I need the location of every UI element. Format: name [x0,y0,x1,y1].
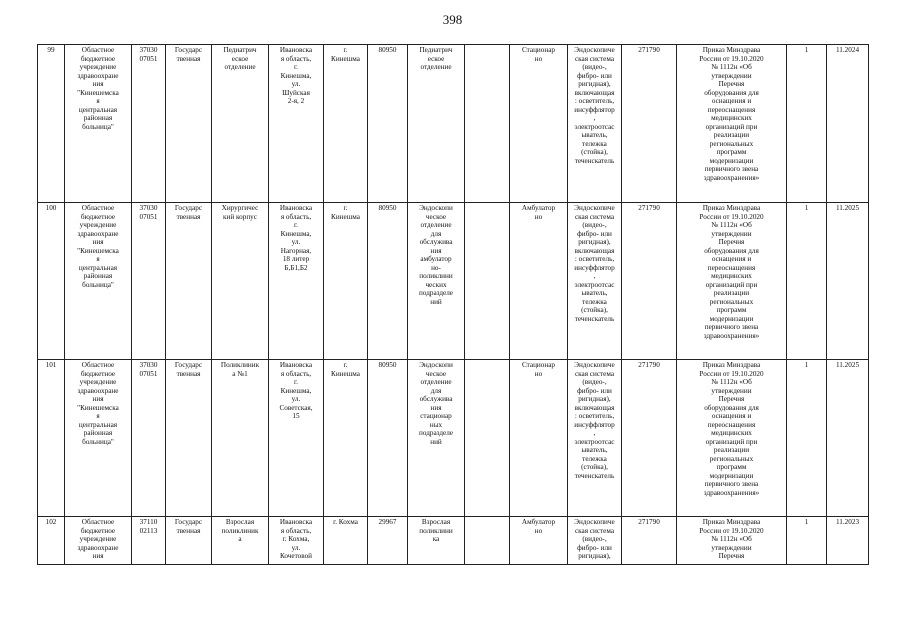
cell-unit: Педиатрич еское отделение [408,45,465,203]
cell-department: Взрослая поликлиник а [212,517,269,565]
cell-oktmo: 80950 [368,360,408,517]
cell-empty [465,203,510,360]
cell-basis: Приказ Минздрава России от 19.10.2020 № 1112н «Об утверждении Перечня [677,517,787,565]
cell-department: Хирургичес кий корпус [212,203,269,360]
cell-oktmo: 80950 [368,45,408,203]
cell-ownership: Государс твенная [166,360,212,517]
cell-city: г. Кинешма [324,45,368,203]
cell-basis: Приказ Минздрава России от 19.10.2020 № 1112н «Об утверждении Перечня оборудования для оснащения и переоснащения медицинских организаций при реализации региональных программ модернизации первичного звена здравоохранения» [677,45,787,203]
cell-care-type: Амбулатор но [510,203,568,360]
cell-unit: Эндоскопи ческое отделение для обслужива ния стационар ных подразделе ний [408,360,465,517]
cell-care-type: Амбулатор но [510,517,568,565]
cell-city: г. Кинешма [324,203,368,360]
table-row [38,360,869,517]
cell-org: Областное бюджетное учреждение здравоохране ния "Кинешемска я центральная районная больница" [65,45,132,203]
cell-care-type: Стационар но [510,360,568,517]
cell-date: 11.2023 [827,517,869,565]
cell-city: г. Кинешма [324,360,368,517]
table-row [38,517,869,565]
cell-unit: Эндоскопи ческое отделение для обслужива ния амбулатор но- поликлини ческих подразделе ний [408,203,465,360]
cell-empty [465,517,510,565]
cell-empty [465,360,510,517]
cell-department: Поликлиник а №1 [212,360,269,517]
cell-qty: 1 [787,45,827,203]
cell-address: Ивановска я область, г. Кинешма, ул. Шуйская 2-я, 2 [269,45,324,203]
cell-qty: 1 [787,517,827,565]
cell-care-type: Стационар но [510,45,568,203]
cell-equipment: Эндоскопиче ская система (видео-, фибро- или ригидная), включающая : осветитель, инсуффлятор , электроотсас ыватель, тележка (стойка), теченскатель [568,203,622,360]
cell-equip-code: 271790 [622,203,677,360]
cell-ownership: Государс твенная [166,517,212,565]
page-number: 398 [442,12,463,27]
cell-department: Педиатрич еское отделение [212,45,269,203]
cell-basis: Приказ Минздрава России от 19.10.2020 № 1112н «Об утверждении Перечня оборудования для оснащения и переоснащения медицинских организаций при реализации региональных программ модернизации первичного звена здравоохранения» [677,360,787,517]
cell-num: 102 [38,517,65,565]
cell-empty [465,45,510,203]
cell-address: Ивановска я область, г. Кинешма, ул. Советская, 15 [269,360,324,517]
cell-code: 37030 07051 [132,45,166,203]
cell-date: 11.2024 [827,45,869,203]
cell-date: 11.2025 [827,360,869,517]
table-row [38,203,869,360]
cell-num: 99 [38,45,65,203]
equipment-table [37,44,869,565]
cell-equip-code: 271790 [622,45,677,203]
cell-equipment: Эндоскопиче ская система (видео-, фибро- или ригидная), включающая : осветитель, инсуффлятор , электроотсас ыватель, тележка (стойка), теченскатель [568,45,622,203]
cell-qty: 1 [787,360,827,517]
cell-code: 37030 07051 [132,360,166,517]
table-row [38,45,869,203]
cell-oktmo: 80950 [368,203,408,360]
cell-ownership: Государс твенная [166,45,212,203]
cell-equip-code: 271790 [622,517,677,565]
cell-oktmo: 29967 [368,517,408,565]
cell-equipment: Эндоскопиче ская система (видео-, фибро- или ригидная), [568,517,622,565]
cell-code: 37030 07051 [132,203,166,360]
cell-qty: 1 [787,203,827,360]
cell-code: 37110 02113 [132,517,166,565]
cell-address: Ивановска я область, г. Кохма, ул. Кочетовой [269,517,324,565]
cell-equip-code: 271790 [622,360,677,517]
cell-city: г. Кохма [324,517,368,565]
cell-org: Областное бюджетное учреждение здравоохране ния "Кинешемска я центральная районная больница" [65,203,132,360]
cell-basis: Приказ Минздрава России от 19.10.2020 № 1112н «Об утверждении Перечня оборудования для оснащения и переоснащения медицинских организаций при реализации региональных программ модернизации первичного звена здравоохранения» [677,203,787,360]
cell-num: 101 [38,360,65,517]
cell-org: Областное бюджетное учреждение здравоохране ния "Кинешемска я центральная районная больница" [65,360,132,517]
cell-ownership: Государс твенная [166,203,212,360]
cell-equipment: Эндоскопиче ская система (видео-, фибро- или ригидная), включающая : осветитель, инсуффлятор , электроотсас ыватель, тележка (стойка), теченскатель [568,360,622,517]
cell-address: Ивановска я область, г. Кинешма, ул. Нагорная, 18 литер Б,Б1,Б2 [269,203,324,360]
cell-unit: Взрослая поликлини ка [408,517,465,565]
cell-date: 11.2025 [827,203,869,360]
cell-org: Областное бюджетное учреждение здравоохране ния [65,517,132,565]
cell-num: 100 [38,203,65,360]
